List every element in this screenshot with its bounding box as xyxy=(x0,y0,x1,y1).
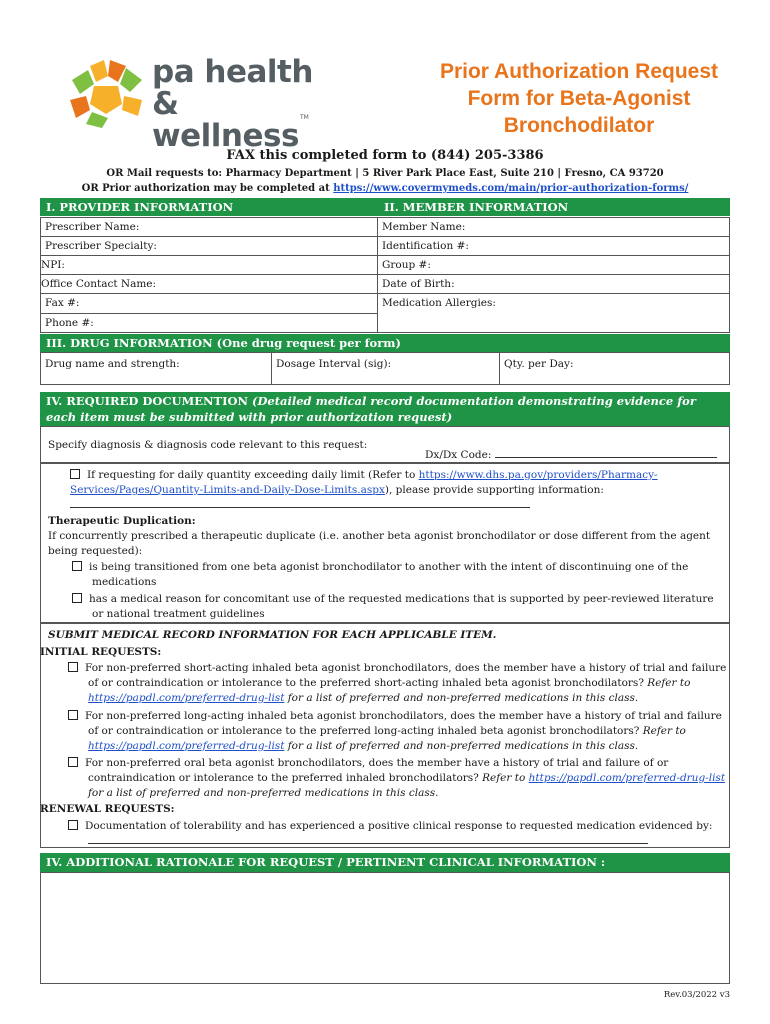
dup-concomitant-checkbox[interactable] xyxy=(72,593,82,603)
logo-mark-icon xyxy=(68,58,146,128)
short-acting-refer: Refer to xyxy=(647,677,691,689)
logo-line-1: pa health xyxy=(152,54,313,90)
oral-pdl-suffix: for a list of preferred and non-preferred medications in this class. xyxy=(88,787,439,799)
renewal-requests-title: RENEWAL REQUESTS: xyxy=(40,803,175,815)
short-acting-checkbox[interactable] xyxy=(68,662,78,672)
renewal-checkbox[interactable] xyxy=(68,820,78,830)
logo-line-2: & wellness xyxy=(152,86,299,154)
dup-concomitant-text: has a medical reason for concomitant use of the requested medications that is supported by peer-reviewed literature or national treatment guidelines xyxy=(89,593,714,620)
revision-label: Rev.03/2022 v3 xyxy=(663,990,730,1000)
qty-exceed-checkbox[interactable] xyxy=(70,469,80,479)
long-acting-pdl-link[interactable]: https://papdl.com/preferred-drug-list xyxy=(88,740,285,752)
oral-refer: Refer to xyxy=(482,772,529,784)
section-member-header: II. MEMBER INFORMATION xyxy=(378,198,730,216)
qty-exceed-text-start: If requesting for daily quantity exceeding daily limit (Refer to xyxy=(87,469,419,481)
therapeutic-duplication-title: Therapeutic Duplication: xyxy=(48,515,196,527)
short-acting-pdl-link[interactable]: https://papdl.com/preferred-drug-list xyxy=(88,692,285,704)
initial-item-long-acting xyxy=(68,709,730,754)
initial-item-oral xyxy=(68,756,730,801)
long-acting-text: For non-preferred long-acting inhaled beta agonist bronchodilators, does the member have a history of trial and failure of or contraindication or intolerance to the preferred long-acting inhaled beta agonist bronchodilators? xyxy=(85,710,722,737)
prescriber-name-field[interactable]: Prescriber Name: xyxy=(40,217,378,237)
logo-trademark: TM xyxy=(300,114,309,121)
member-name-field[interactable]: Member Name: xyxy=(377,217,730,237)
required-doc-note: (Detailed medical record documentation demonstrating evidence for each item must be submitted with prior authorization request) xyxy=(46,394,696,424)
oral-text: For non-preferred oral beta agonist bronchodilators, does the member have a history of trial and failure of or contraindication or intolerance to the preferred inhaled bronchodilators? xyxy=(85,757,669,784)
qty-exceed-text-end: ), please provide supporting information: xyxy=(384,484,604,496)
section-additional-rationale-header: IV. ADDITIONAL RATIONALE FOR REQUEST / PERTINENT CLINICAL INFORMATION : xyxy=(40,853,730,872)
oral-pdl-link[interactable]: https://papdl.com/preferred-drug-list xyxy=(528,772,726,784)
dx-code-field[interactable] xyxy=(425,448,717,463)
required-doc-title: IV. REQUIRED DOCUMENTION xyxy=(46,394,252,408)
dup-option-concomitant xyxy=(72,592,724,622)
therapeutic-duplication-text: If concurrently prescribed a therapeutic duplicate (i.e. another beta agonist bronchodilator or dose different from the agent being requested): xyxy=(48,530,711,557)
dx-code-label: Dx/Dx Code: xyxy=(425,449,495,461)
phone-field[interactable]: Phone #: xyxy=(40,313,378,333)
logo-text xyxy=(152,56,318,152)
renewal-blank[interactable] xyxy=(88,834,648,844)
dup-option-transition xyxy=(72,560,724,590)
quantity-limits-link[interactable]: https://www.dhs.pa.gov/providers/Pharmacy-Services/Pages/Quantity-Limits-and-Daily-Dose-Limits.aspx xyxy=(70,469,658,496)
qty-exceed-item xyxy=(70,468,725,513)
initial-item-short-acting xyxy=(68,661,730,706)
group-field[interactable]: Group #: xyxy=(377,255,730,275)
prescriber-specialty-field[interactable]: Prescriber Specialty: xyxy=(40,236,378,256)
form-title xyxy=(418,58,740,139)
title-line-3: Bronchodilator xyxy=(503,114,655,137)
long-acting-checkbox[interactable] xyxy=(68,710,78,720)
renewal-item xyxy=(68,819,730,849)
online-pa-prefix: OR Prior authorization may be completed at xyxy=(81,183,334,194)
online-pa-instruction xyxy=(0,183,770,194)
office-contact-field[interactable]: Office Contact Name: xyxy=(40,274,378,294)
diagnosis-label: Specify diagnosis & diagnosis code relevant to this request: xyxy=(48,439,368,451)
dup-transition-text: is being transitioned from one beta agonist bronchodilator to another with the intent of discontinuing one of the medications xyxy=(89,561,689,588)
date-of-birth-field[interactable]: Date of Birth: xyxy=(377,274,730,294)
drug-name-strength-field[interactable]: Drug name and strength: xyxy=(40,352,272,385)
dup-transition-checkbox[interactable] xyxy=(72,561,82,571)
oral-checkbox[interactable] xyxy=(68,757,78,767)
submit-record-note: SUBMIT MEDICAL RECORD INFORMATION FOR EACH APPLICABLE ITEM. xyxy=(48,629,497,641)
dx-code-blank[interactable] xyxy=(495,448,717,458)
fax-field[interactable]: Fax #: xyxy=(40,293,378,314)
title-line-2: Form for Beta-Agonist xyxy=(467,87,691,110)
long-acting-refer: Refer to xyxy=(642,725,686,737)
mail-instruction: OR Mail requests to: Pharmacy Department | 5 River Park Place East, Suite 210 | Fresno, CA 93720 xyxy=(106,168,664,179)
fax-instruction: FAX this completed form to (844) 205-3386 xyxy=(226,148,544,163)
covermymeds-link[interactable]: https://www.covermymeds.com/main/prior-authorization-forms/ xyxy=(333,183,689,194)
qty-per-day-field[interactable]: Qty. per Day: xyxy=(499,352,730,385)
npi-field[interactable]: NPI: xyxy=(40,255,378,275)
short-acting-text: For non-preferred short-acting inhaled beta agonist bronchodilators, does the member have a history of trial and failure of or contraindication or intolerance to the preferred short-acting inhaled beta agonist bronchodilators? xyxy=(85,662,727,689)
long-acting-pdl-suffix: for a list of preferred and non-preferred medications in this class. xyxy=(284,740,639,752)
section-provider-header: I. PROVIDER INFORMATION xyxy=(40,198,378,216)
qty-exceed-blank[interactable] xyxy=(70,498,530,508)
dosage-interval-field[interactable]: Dosage Interval (sig): xyxy=(271,352,500,385)
section-required-doc-header xyxy=(40,392,730,426)
initial-requests-title: INITIAL REQUESTS: xyxy=(40,646,162,658)
medication-allergies-field[interactable]: Medication Allergies: xyxy=(377,293,730,333)
pa-health-wellness-logo xyxy=(68,54,318,154)
short-acting-pdl-suffix: for a list of preferred and non-preferred medications in this class. xyxy=(284,692,639,704)
identification-field[interactable]: Identification #: xyxy=(377,236,730,256)
section-drug-header: III. DRUG INFORMATION (One drug request per form) xyxy=(40,334,730,352)
renewal-text: Documentation of tolerability and has experienced a positive clinical response to requested medication evidenced by: xyxy=(85,820,713,832)
additional-rationale-field[interactable] xyxy=(40,872,730,984)
title-line-1: Prior Authorization Request xyxy=(439,60,719,83)
